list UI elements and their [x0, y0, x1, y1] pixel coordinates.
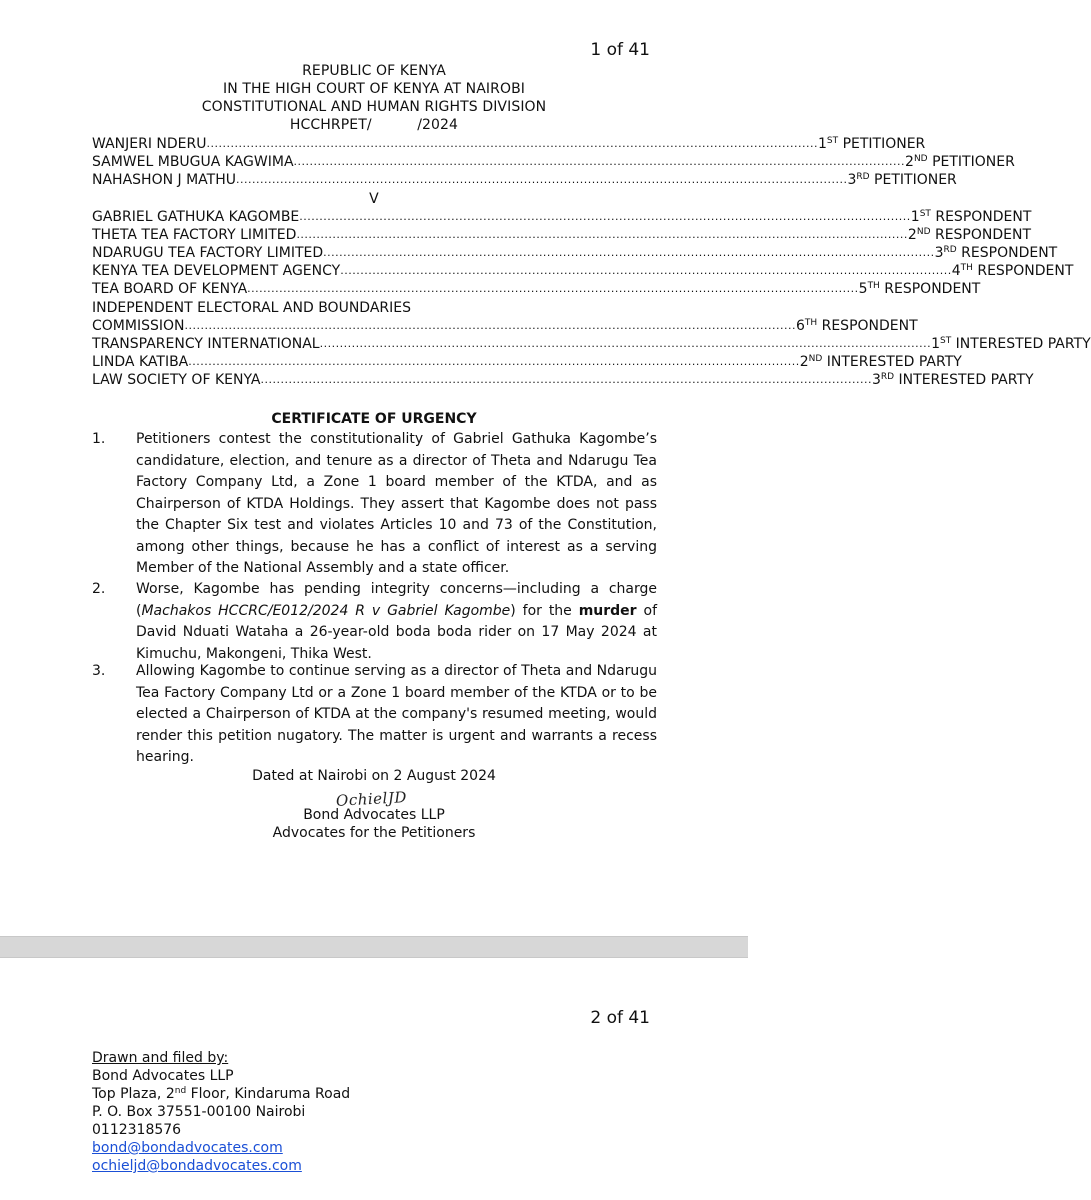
leader-dots: .........................................................................................................................................................: [323, 246, 935, 259]
party-row: [92, 244, 1058, 262]
paragraph-text: Allowing Kagombe to continue serving as a director of Theta and Ndarugu Tea Factory Company Ltd or a Zone 1 board member of the KTDA or to be elected a Chairperson of KTDA at the company's resumed meeting, would render this petition nugatory. The matter is urgent and warrants a recess hearing.: [136, 663, 657, 765]
paragraph-text: Petitioners contest the constitutionality of Gabriel Gathuka Kagombe’s candidature, election, and tenure as a director of Theta and Ndarugu Tea Factory Company Ltd, a Zone 1 board member of the KTDA, and as Chairperson of KTDA Holdings. They assert that Kagombe does not pass the Chapter Six test and violates Articles 10 and 73 of the Constitution, among other things, because he has a conflict of interest as a serving Member of the National Assembly and a state officer.: [136, 431, 657, 576]
phone-line: 0112318576: [92, 1122, 182, 1138]
party-role: 3RD RESPONDENT: [934, 245, 1058, 261]
emphasis-murder: murder: [578, 602, 637, 619]
versus: V: [369, 191, 379, 207]
dated-line: Dated at Nairobi on 2 August 2024: [252, 768, 496, 784]
page-number: 2 of 41: [590, 1008, 650, 1028]
party-name: TEA BOARD OF KENYA: [92, 281, 248, 297]
document-title: CERTIFICATE OF URGENCY: [271, 411, 477, 427]
header-court: IN THE HIGH COURT OF KENYA AT NAIROBI: [222, 81, 526, 97]
paragraph-text: Worse, Kagombe has pending integrity concerns—including a charge (Machakos HCCRC/E012/2024 R v Gabriel Kagombe) for the murder of David Nduati Wataha a 26-year-old boda boda rider on 17 May 2024 at Kimuchu, Makongeni, Thika West.: [136, 581, 657, 662]
address-line: Top Plaza, 2nd Floor, Kindaruma Road: [92, 1086, 351, 1102]
paragraph-1: [92, 429, 657, 580]
paragraph-3: [92, 661, 657, 769]
party-role: 3RD PETITIONER: [847, 172, 957, 188]
leader-dots: .........................................................................................................................................................: [247, 282, 859, 295]
paragraph-number: 3.: [92, 663, 106, 679]
leader-dots: .........................................................................................................................................................: [293, 155, 906, 168]
po-box-line: P. O. Box 37551-00100 Nairobi: [92, 1104, 306, 1120]
party-role: 1ST INTERESTED PARTY: [931, 336, 1091, 352]
leader-dots: .........................................................................................................................................................: [299, 210, 911, 223]
party-name-continued: INDEPENDENT ELECTORAL AND BOUNDARIES: [92, 300, 411, 316]
party-name: NDARUGU TEA FACTORY LIMITED: [92, 245, 324, 261]
party-row: [92, 135, 926, 153]
party-row: [92, 317, 918, 335]
leader-dots: .........................................................................................................................................................: [340, 264, 952, 277]
party-name: NAHASHON J MATHU: [92, 172, 236, 188]
leader-dots: .........................................................................................................................................................: [184, 319, 796, 332]
party-name: GABRIEL GATHUKA KAGOMBE: [92, 209, 300, 225]
party-name: SAMWEL MBUGUA KAGWIMA: [92, 154, 294, 170]
leader-dots: .........................................................................................................................................................: [260, 373, 872, 386]
drawn-by-label: Drawn and filed by:: [92, 1050, 229, 1066]
leader-dots: .........................................................................................................................................................: [236, 173, 848, 186]
party-role: 2ND PETITIONER: [905, 154, 1015, 170]
party-name: LINDA KATIBA: [92, 354, 189, 370]
party-role: 2ND INTERESTED PARTY: [799, 354, 962, 370]
document-page-2: [0, 958, 748, 1200]
party-row: [92, 226, 1032, 244]
paragraph-number: 1.: [92, 431, 106, 447]
party-name: THETA TEA FACTORY LIMITED: [92, 227, 297, 243]
email-link-bond[interactable]: bond@bondadvocates.com: [92, 1140, 283, 1156]
party-role: 6TH RESPONDENT: [795, 318, 918, 334]
party-role: 3RD INTERESTED PARTY: [871, 372, 1034, 388]
firm-name: Bond Advocates LLP: [303, 807, 445, 823]
party-role: 1ST PETITIONER: [817, 136, 926, 152]
firm-name: Bond Advocates LLP: [92, 1068, 234, 1084]
party-name: WANJERI NDERU: [92, 136, 207, 152]
party-name: COMMISSION: [92, 318, 185, 334]
party-row: [92, 171, 957, 189]
party-name: KENYA TEA DEVELOPMENT AGENCY: [92, 263, 341, 279]
email-link-ochieljd[interactable]: ochieljd@bondadvocates.com: [92, 1158, 302, 1174]
header-case-number: HCCHRPET/ /2024: [289, 117, 459, 133]
party-name: TRANSPARENCY INTERNATIONAL: [92, 336, 320, 352]
handwritten-signature: OchielJD: [335, 788, 408, 810]
paragraph-number: 2.: [92, 581, 106, 597]
party-row: [92, 353, 962, 371]
header-division: CONSTITUTIONAL AND HUMAN RIGHTS DIVISION: [201, 99, 547, 115]
paragraph-2: [92, 579, 657, 665]
party-role: 1ST RESPONDENT: [910, 209, 1032, 225]
party-row: [92, 371, 1034, 389]
header-republic: REPUBLIC OF KENYA: [302, 63, 446, 79]
party-role: 4TH RESPONDENT: [951, 263, 1074, 279]
leader-dots: .........................................................................................................................................................: [188, 355, 800, 368]
party-role: 5TH RESPONDENT: [858, 281, 981, 297]
case-reference: Machakos HCCRC/E012/2024 R v Gabriel Kagombe: [141, 602, 511, 619]
page-separator: [0, 936, 748, 958]
party-role: 2ND RESPONDENT: [907, 227, 1032, 243]
party-row: [92, 262, 1074, 280]
party-row: [92, 153, 1015, 171]
advocates-line: Advocates for the Petitioners: [272, 825, 476, 841]
party-name: LAW SOCIETY OF KENYA: [92, 372, 261, 388]
party-row: [92, 335, 1091, 353]
page-number: 1 of 41: [590, 40, 650, 60]
leader-dots: .........................................................................................................................................................: [206, 137, 818, 150]
party-row: [92, 280, 981, 298]
leader-dots: .........................................................................................................................................................: [296, 228, 908, 241]
leader-dots: .........................................................................................................................................................: [319, 337, 932, 350]
party-row: [92, 208, 1032, 226]
